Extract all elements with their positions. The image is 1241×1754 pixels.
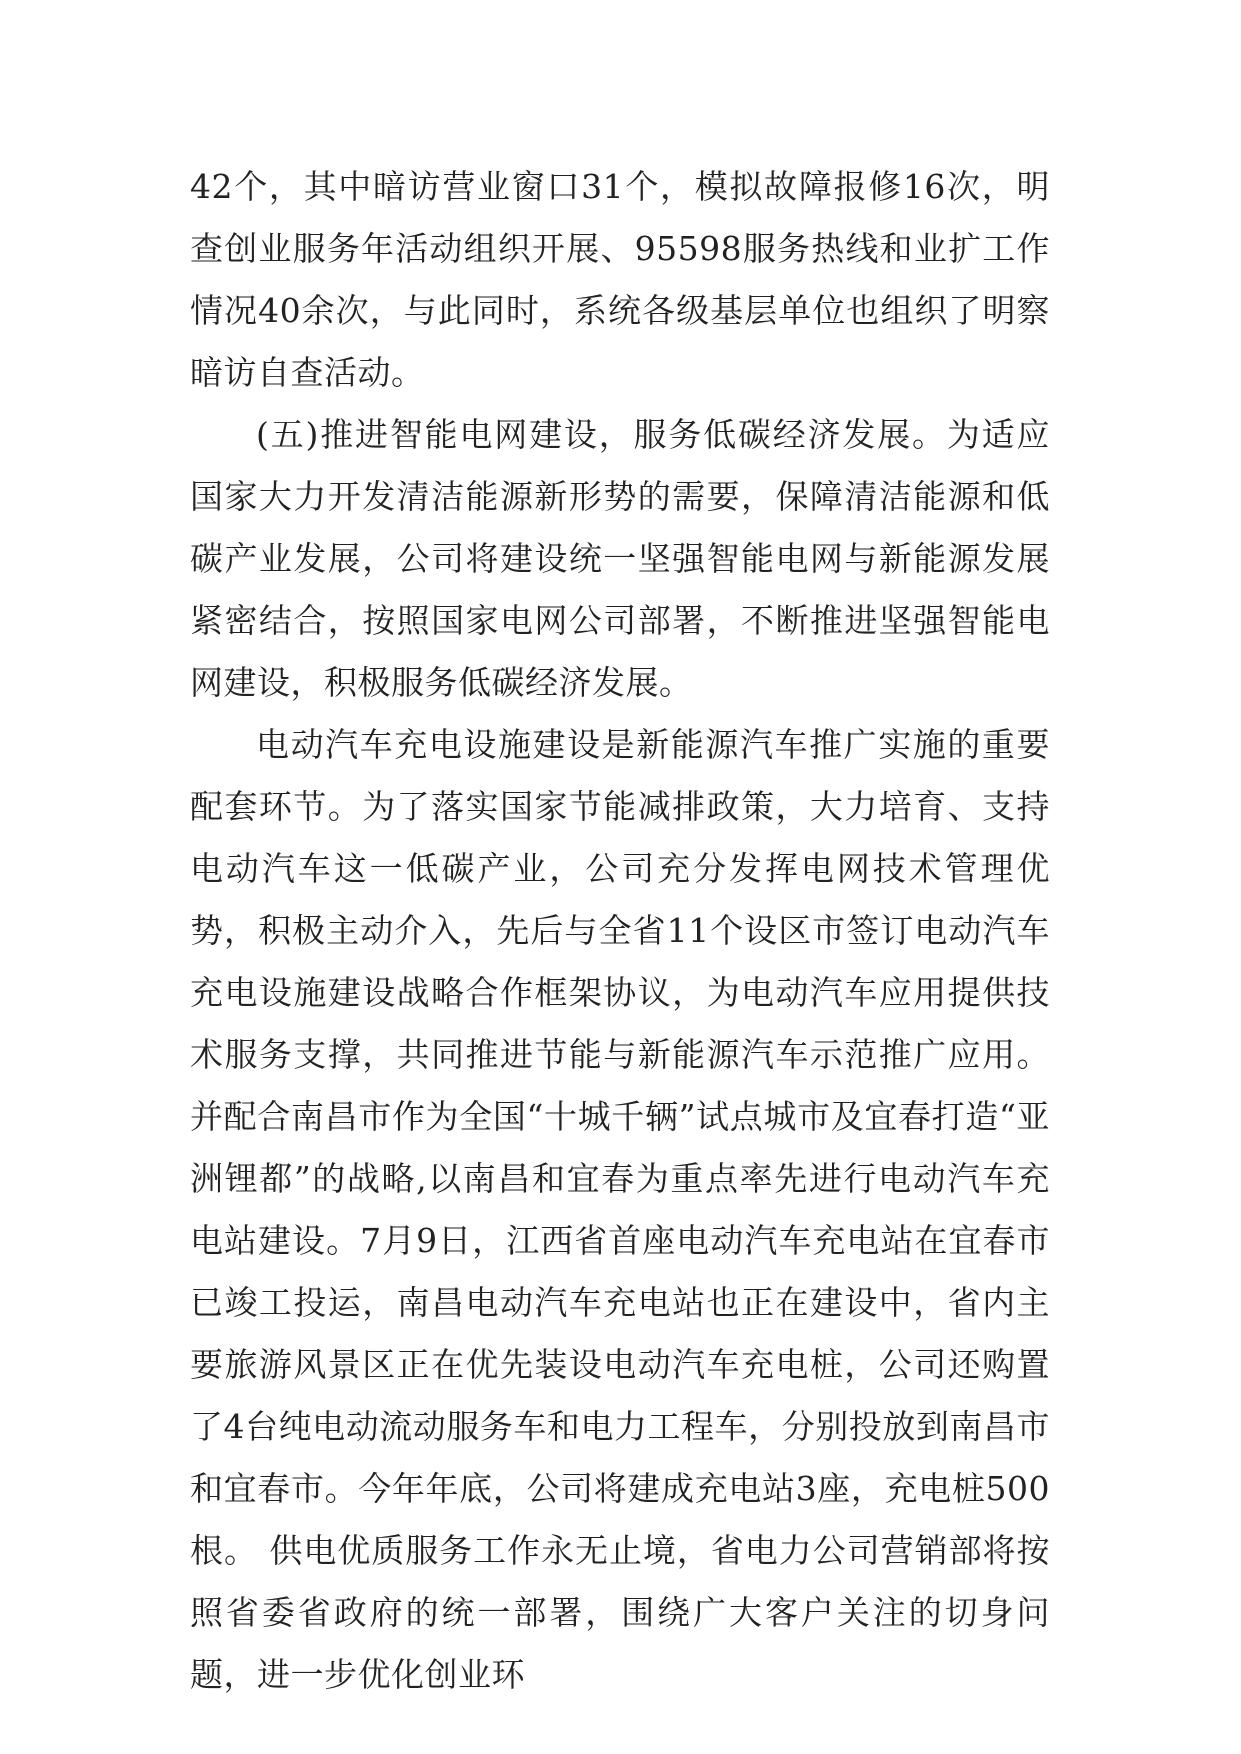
paragraph-inspection-summary: 42个，其中暗访营业窗口31个，模拟故障报修16次，明查创业服务年活动组织开展、95598服务热线和业扩工作情况40余次，与此同时，系统各级基层单位也组织了明察暗访自查活动。 bbox=[190, 167, 1050, 392]
paragraph-smart-grid: (五)推进智能电网建设，服务低碳经济发展。为适应国家大力开发清洁能源新形势的需要，保障清洁能源和低碳产业发展，公司将建设统一坚强智能电网与新能源发展紧密结合，按照国家电网公司部署，不断推进坚强智能电网建设，积极服务低碳经济发展。 bbox=[190, 415, 1050, 702]
document-body bbox=[190, 156, 1050, 1706]
paragraph-ev-charging: 电动汽车充电设施建设是新能源汽车推广实施的重要配套环节。为了落实国家节能减排政策，大力培育、支持电动汽车这一低碳产业，公司充分发挥电网技术管理优势，积极主动介入，先后与全省11个设区市签订电动汽车充电设施建设战略合作框架协议，为电动汽车应用提供技术服务支撑，共同推进节能与新能源汽车示范推广应用。并配合南昌市作为全国“十城千辆”试点城市及宜春打造“亚洲锂都”的战略,以南昌和宜春为重点率先进行电动汽车充电站建设。7月9日，江西省首座电动汽车充电站在宜春市已竣工投运，南昌电动汽车充电站也正在建设中，省内主要旅游风景区正在优先装设电动汽车充电桩，公司还购置了4台纯电动流动服务车和电力工程车，分别投放到南昌市和宜春市。今年年底，公司将建成充电站3座，充电桩500根。 供电优质服务工作永无止境，省电力公司营销部将按照省委省政府的统一部署，围绕广大客户关注的切身问题，进一步优化创业环 bbox=[190, 725, 1050, 1694]
